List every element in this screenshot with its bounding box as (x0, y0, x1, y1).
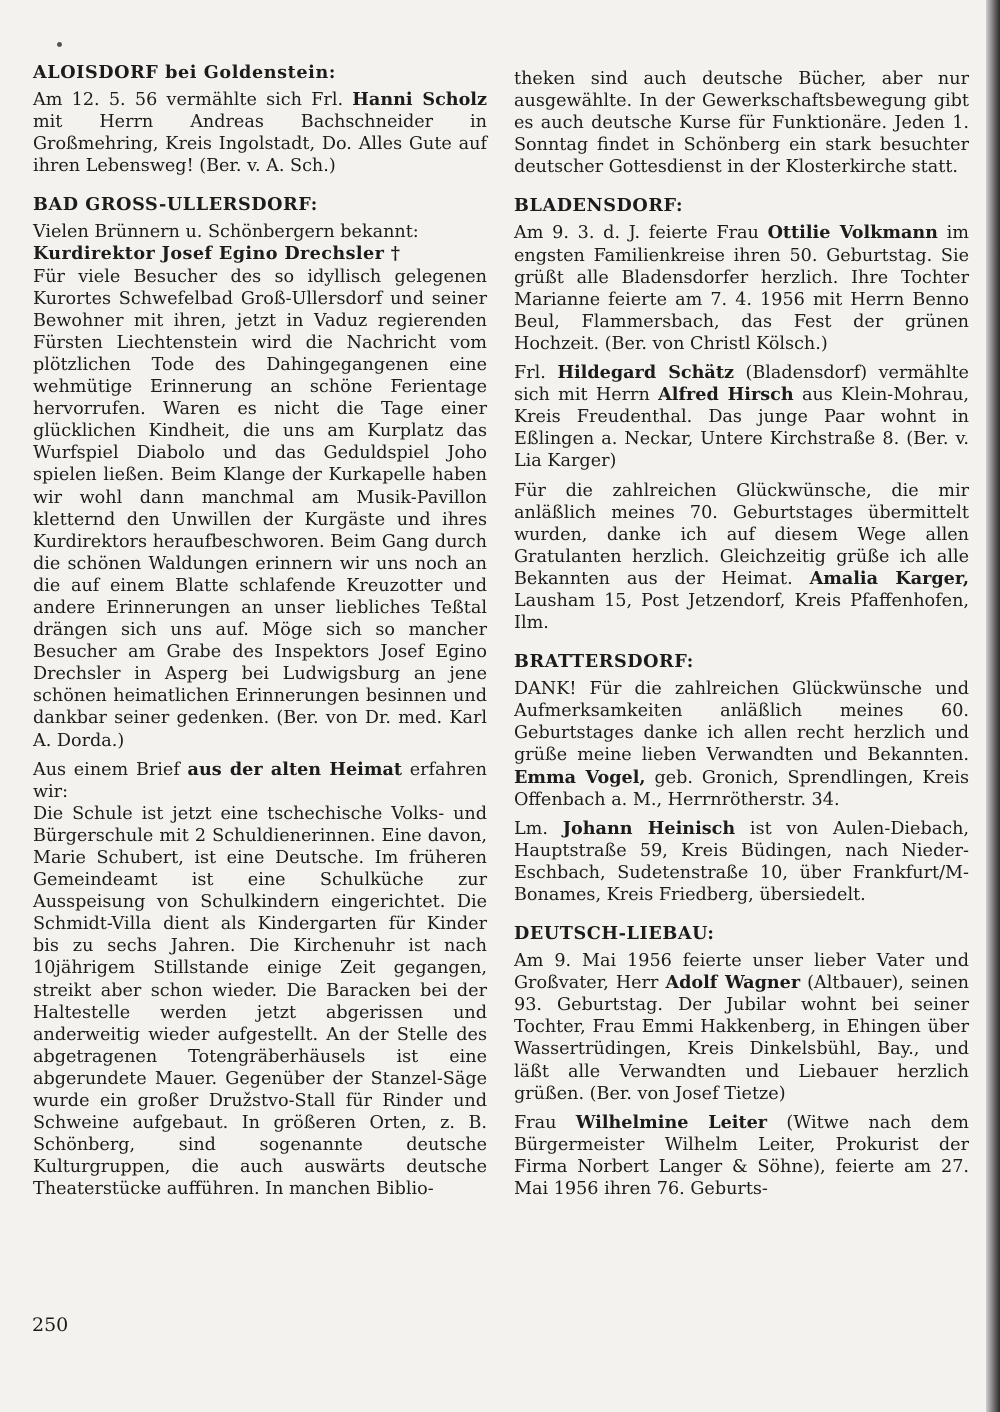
aloisdorf-paragraph: Am 12. 5. 56 vermählte sich Frl. Hanni Scholz mit Herrn Andreas Bachschneider in Großmehring, Kreis Ingolstadt, Do. Alles Gute auf ihren Lebensweg! (Ber. v. A. Sch.) (33, 89, 487, 177)
deutsch-liebau-paragraph-1: Am 9. Mai 1956 feierte unser lieber Vater und Großvater, Herr Adolf Wagner (Altbauer), seinen 93. Geburtstag. Der Jubilar wohnt bei seiner Tochter, Frau Emmi Hakkenberg, in Ehingen über Wassertrüdingen, Kreis Dinkelsbühl, Bay., und läßt alle Verwandten und Liebauer herzlich grüßen. (Ber. von Josef Tietze) (514, 951, 969, 1104)
bad-paragraph-1: Für viele Besucher des so idyllisch gelegenen Kurortes Schwefelbad Groß-Ullersdorf und seiner Bewohner mit ihren, jetzt in Vaduz regierenden Fürsten Liechtenstein wird die Nachricht vom plötzlichen Tode des Dahingegangenen eine wehmütige Erinnerung an schöne Ferientage hervorrufen. Waren es nicht die Tage einer glücklichen Kindheit, die uns am Kurplatz das Wurfspiel Diabolo und das Geduldspiel Joho spielen ließen. Beim Klange der Kurkapelle haben wir wohl dann manchmal am Musik-Pavillon kletternd den Unwillen der Kurgäste und ihres Kurdirektors heraufbeschworen. Beim Gang durch die schönen Waldungen erinnern wir uns noch an die auf einem Blatte schlafende Kreuzotter und andere Erinnerungen an unser liebliches Teßtal drängen sich uns auf. Möge sich so mancher Besucher am Grabe des Inspektors Josef Egino Drechsler in Asperg bei Ludwigsburg an jene schönen heimatlichen Erinnerungen besinnen und dankbar seiner gedenken. (Ber. von Dr. med. Karl A. Dorda.) (33, 266, 487, 751)
bad-subtitle: Kurdirektor Josef Egino Drechsler † (33, 243, 401, 265)
brattersdorf-paragraph-2: Lm. Johann Heinisch ist von Aulen-Diebach, Hauptstraße 59, Kreis Büdingen, nach Nieder-Eschbach, Sudetenstraße 10, über Frankfurt/M-Bonames, Kreis Friedberg, übersiedelt. (514, 817, 969, 905)
bladensdorf-paragraph-1: Am 9. 3. d. J. feierte Frau Ottilie Volkmann im engsten Familienkreise ihren 50. Geburtstag. Sie grüßt alle Bladensdorfer herzlich. Ihre Tochter Marianne feierte am 7. 4. 1956 mit Herrn Benno Beul, Flammersbach, das Fest der grünen Hochzeit. (Ber. von Christl Kölsch.) (514, 222, 969, 354)
bladensdorf-paragraph-3: Für die zahlreichen Glückwünsche, die mir anläßlich meines 70. Geburtstages übermittelt wurden, danke ich auf diesem Wege allen Gratulanten herzlich. Gleichzeitig grüße ich alle Bekannten aus der Heimat. Amalia Karger, Lausham 15, Post Jetzendorf, Kreis Pfaffenhofen, Ilm. (514, 480, 969, 634)
bladensdorf-paragraph-2: Frl. Hildegard Schätz (Bladensdorf) vermählte sich mit Herrn Alfred Hirsch aus Klein-Mohrau, Kreis Freudenthal. Das junge Paar wohnt in Eßlingen a. Neckar, Untere Kirchstraße 8. (Ber. v. Lia Karger) (514, 362, 969, 472)
continued-paragraph: theken sind auch deutsche Bücher, aber nur ausgewählte. In der Gewerkschaftsbewegung gibt es auch deutsche Kurse für Funktionäre. Jeden 1. Sonntag findet in Schönberg ein stark besuchter deutscher Gottesdienst in der Klosterkirche statt. (514, 69, 969, 178)
bad-paragraph-3: Die Schule ist jetzt eine tschechische Volks- und Bürgerschule mit 2 Schuldienerinnen. Eine davon, Marie Schubert, ist eine Deutsche. Im früheren Gemeindeamt ist eine Schulküche zur Ausspeisung von Schulkindern eingerichtet. Die Schmidt-Villa dient als Kindergarten für Kinder bis zu sechs Jahren. Die Kirchenuhr ist nach 10jährigem Stillstande einige Zeit gegangen, streikt aber schon wieder. Die Baracken bei der Haltestelle werden jetzt abgerissen und anderweitig wieder aufgestellt. An der Stelle des abgetragenen Totengräberhäusels ist eine abgerundete Mauer. Gegenüber der Stanzel-Säge wurde ein großer Družstvo-Stall für Rinder und Schweine aufgebaut. In größeren Orten, z. B. Schönberg, sind sogenannte deutsche Kulturgruppen, die auch auswärts deutsche Theaterstücke aufführen. In manchen Biblio- (33, 803, 487, 1200)
heading-bad-gross-ullersdorf: BAD GROSS-ULLERSDORF: (33, 194, 318, 216)
bad-paragraph-2: Aus einem Brief aus der alten Heimat erfahren wir: (33, 758, 488, 802)
deutsch-liebau-paragraph-2: Frau Wilhelmine Leiter (Witwe nach dem Bürgermeister Wilhelm Leiter, Prokurist der Firma Norbert Langer & Söhne), feierte am 27. Mai 1956 ihren 76. Geburts- (514, 1111, 969, 1200)
ink-dot (57, 42, 62, 47)
page-edge-shadow (986, 0, 1000, 1412)
left-column (33, 62, 487, 1208)
right-column (514, 68, 969, 1207)
name-hanni-scholz: Hanni Scholz (352, 89, 487, 110)
heading-brattersdorf: BRATTERSDORF: (514, 651, 694, 673)
page-number: 250 (32, 1314, 69, 1336)
heading-bladensdorf: BLADENSDORF: (514, 195, 684, 217)
bad-intro: Vielen Brünnern u. Schönbergern bekannt: (33, 222, 419, 243)
heading-aloisdorf: ALOISDORF bei Goldenstein: (33, 62, 336, 83)
brattersdorf-paragraph-1: DANK! Für die zahlreichen Glückwünsche und Aufmerksamkeiten anläßlich meines 60. Geburtstages danke ich allen recht herzlich und grüße meine lieben Verwandten und Bekannten. Emma Vogel, geb. Gronich, Sprendlingen, Kreis Offenbach a. M., Herrnrötherstr. 34. (514, 679, 969, 810)
heading-deutsch-liebau: DEUTSCH-LIEBAU: (514, 923, 715, 945)
